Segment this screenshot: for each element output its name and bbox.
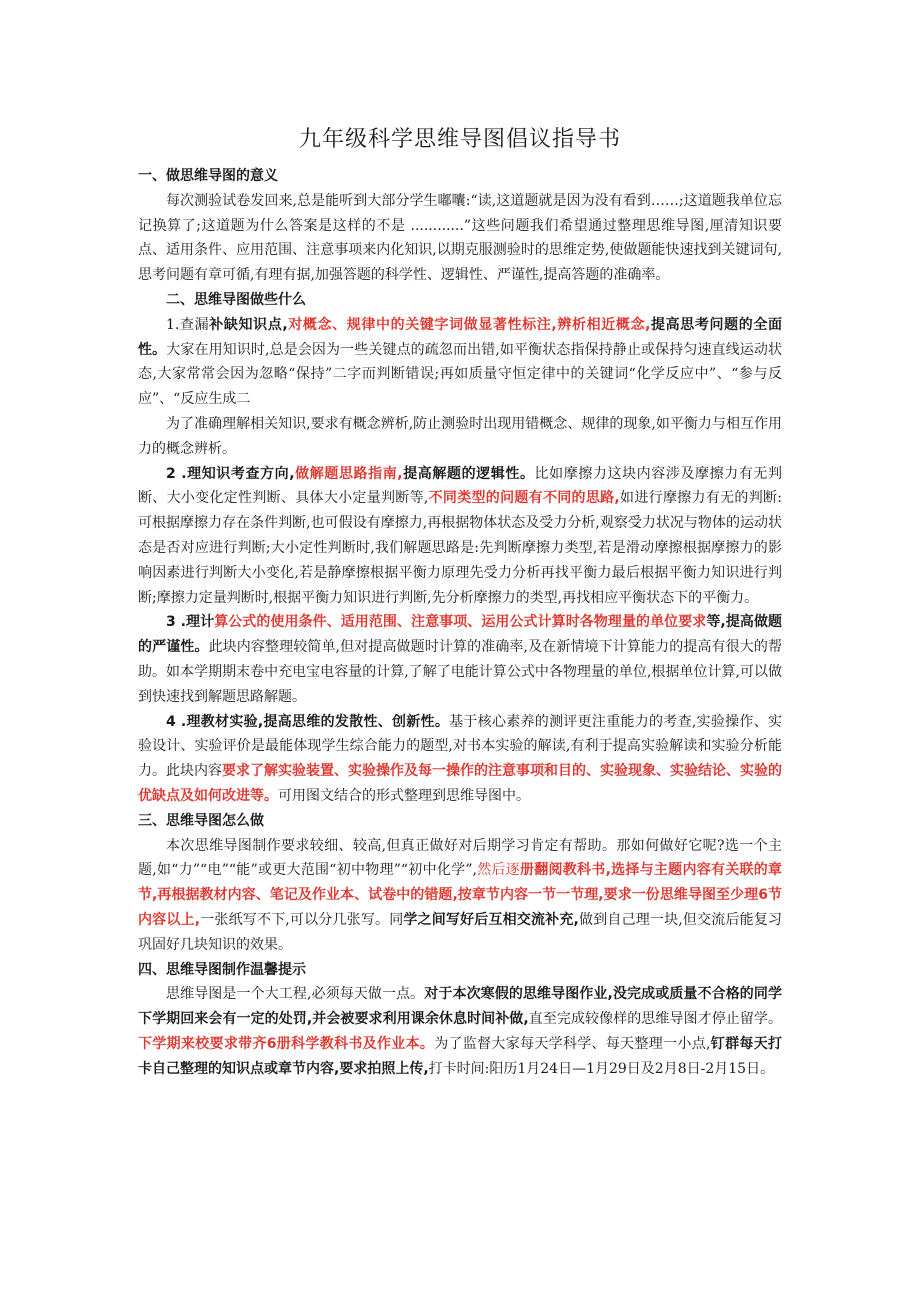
text-run: 为了监督大家每天学科学、每天整理一小点, [434,1035,711,1052]
section-heading-tips: 四、思维导图制作温馨提示 [138,961,306,978]
text-run: 基于核心素养的测评更注重能力的考查,实验操作、实验设计、实验评价是最能体现学生综合能力的题型,对书本实验的解读,有利于提高实验解读和实验分析能力。此块内容 [138,713,782,780]
red-bold-run: 下学期来校要求带齐6册科学教科书及作业本。 [138,1035,435,1052]
red-run: 然后逐 [476,862,521,879]
bold-run: 提高解题的逻辑性。 [402,465,535,482]
text-run: 本次思维导图制作要求较细、较高,但真正做好对后期学习肯定有帮助。那如何做好它呢?选一个主题,如“力”“电”“能”或更大范围“初中物理”“初中化学”, [138,837,782,879]
red-bold-run: 做解题思路指南, [294,465,403,482]
section-heading-what: 二、思维导图做些什么 [166,291,306,308]
paragraph-how [138,834,782,958]
red-bold-run: 册翻阅教科书,选择与主题内容有关联的章节,再根据教材内容、笔记及作业本、试卷中的错题,按章节内容一节一节理,要求一份思维导图至少理6节内容以上, [138,862,783,928]
paragraph-item-1 [138,313,782,412]
text-run: 直至完成较像样的思维导图才停止留学。 [528,1011,783,1028]
paragraph-meaning [138,189,782,288]
paragraph-item-2 [138,462,782,611]
paragraph-item-3 [138,610,782,709]
red-bold-run: 算公式的使用条件、适用范围、注意事项、运用公式计算时各物理量的单位要求 [214,614,707,631]
text-run: 打卡时间:阳历1月24日—1月29日及2月8日-2月15日。 [428,1060,775,1077]
bold-run: 补缺知识点, [209,316,288,333]
bold-run: 对于本次寒假的思维导图作业,没完成或质量不合格的同学下学期回来会有一定的处罚,并会被要求利用课余休息时间补做, [138,986,782,1028]
red-bold-run: 对概念、规律中的关键字词做显著性标注,辨析相近概念, [287,316,651,333]
bold-run: 3 .理计 [166,614,215,631]
document-title: 九年级科学思维导图倡议指导书 [298,127,621,152]
section-heading-how: 三、思维导图怎么做 [138,812,264,829]
paragraph-tips [138,982,782,1081]
text-run: 比如摩擦力这块内容涉及摩擦力有无判断、大小变化定性判断、具体大小定量判断等, [138,465,782,507]
paragraph-item-4 [138,710,782,809]
red-bold-run: 要求了解实验装置、实验操作及每一操作的注意事项和目的、实验现象、实验结论、实验的优缺点及如何改进等。 [138,763,782,804]
bold-run: 4 .理教材实验,提高思维的发散性、创新性。 [166,713,450,730]
bold-run: 学之间写好后互相交流补充, [403,911,579,928]
text-run: 可用图文结合的形式整理到思维导图中。 [278,787,530,804]
text-run: 如进行摩擦力有无的判断:可根据摩擦力存在条件判断,也可假设有摩擦力,再根据物体状态及受力分析,观察受力状况与物体的运动状态是否对应进行判断;大小定性判断时,我们解题思路是:先判断摩擦力类型,若是滑动摩擦根据摩擦力的影响因素进行判断大小变化,若是静摩擦根据平衡力原理先受力分析再找平衡力最后根据平衡力知识进行判断;摩擦力定量判断时,根据平衡力知识进行判断,先分析摩擦力的类型,再找相应平衡状态下的平衡力。 [138,490,783,606]
text-run: 每次测验试卷发回来,总是能听到大部分学生嘟囔:“读,这道题就是因为没有看到……;这道题我单位忘记换算了;这道题为什么答案是这样的不是 ............”这些问题我们希望通过整理思维导图,厘清知识要点、适用条件、应用范围、注意事项来内化知识,以期克服测验时的思维定势,使做题能快速找到关键词句,思考问题有章可循,有理有据,加强答题的科学性、逻辑性、严谨性,提高答题的准确率。 [138,192,782,284]
paragraph-item-1-cont [138,412,782,462]
bold-run: 钉群每天打卡自己整理的知识点或章节内容,要求拍照上传, [138,1035,783,1077]
bold-run: 2 .理知识考查方向, [166,465,295,482]
text-run: 1.查漏 [166,316,210,333]
text-run: 大家在用知识时,总是会因为一些关键点的疏忽而出错,如平衡状态指保持静止或保持匀速直线运动状态,大家常常会因为忽略“保持”二字而判断错误;再如质量守恒定律中的关键词“化学反应中”、“参与反应”、“反应生成二 [138,341,783,408]
bold-run: 等,提高做题的严谨性。 [138,614,783,656]
bold-run: 提高思考问题的全面性。 [138,316,782,358]
text-run: 一张纸写不下,可以分几张写。同 [200,911,404,928]
text-run: 此块内容整理较简单,但对提高做题时计算的准确率,及在新情境下计算能力的提高有很大的帮助。如本学期期末卷中充电宝电容量的计算,了解了电能计算公式中各物理量的单位,根据单位计算,可以做到快速找到解题思路解题。 [138,639,783,705]
text-run: 做到自己理一块,但交流后能复习巩固好几块知识的效果。 [138,911,783,953]
text-run: 思维导图是一个大工程,必须每天做一点。 [166,986,425,1003]
red-bold-run: 不同类型的问题有不同的思路, [428,490,620,507]
section-heading-meaning: 一、做思维导图的意义 [138,168,278,184]
text-run: 为了准确理解相关知识,要求有概念辨析,防止测验时出现用错概念、规律的现象,如平衡力与相互作用力的概念辨析。 [138,415,782,457]
